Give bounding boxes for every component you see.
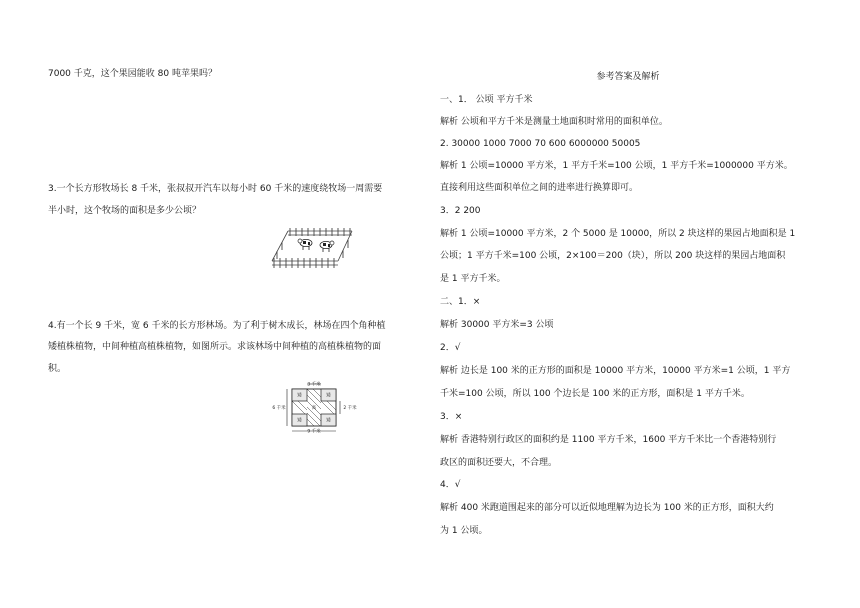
question-2-tail: 7000 千克，这个果园能收 80 吨苹果吗？ xyxy=(48,69,217,79)
question-3-line-1: 3.一个长方形牧场长 8 千米，张叔叔开汽车以每小时 60 千米的速度绕牧场一周需要 xyxy=(48,184,383,194)
answer-line: 3．2 200 xyxy=(440,206,481,216)
answer-line: 3．× xyxy=(440,412,463,422)
question-3-line-2: 半小时，这个牧场的面积是多少公顷？ xyxy=(48,206,202,216)
question-4-line-3: 积。 xyxy=(48,364,67,374)
answer-line: 2．√ xyxy=(440,343,461,353)
answer-line: 解析 公顷和平方千米是测量土地面积时常用的面积单位。 xyxy=(440,117,668,127)
cow-icon xyxy=(298,239,312,250)
corner-label-top-right: 矮 xyxy=(326,393,331,399)
answer-line: 公顷；1 平方千米=100 公顷，2×100＝200（块），所以 200 块这样的果园占地面积 xyxy=(440,251,786,261)
cow-icon xyxy=(320,241,334,252)
answer-line: 解析 边长是 100 米的正方形的面积是 10000 平方米，10000 平方米=1 公顷，1 平方 xyxy=(440,366,791,376)
answer-line: 为 1 公顷。 xyxy=(440,526,488,536)
forest-diagram xyxy=(270,379,360,437)
question-4-line-2: 矮植株植物，中间种植高植株植物，如图所示。求该林场中间种植的高植株植物的面 xyxy=(48,342,382,352)
answer-line: 二、1．× xyxy=(440,297,481,307)
bottom-dimension-label: 9 千米 xyxy=(307,429,321,435)
right-dimension-label: 2 千米 xyxy=(343,406,357,411)
answer-line: 解析 400 米跑道围起来的部分可以近似地理解为边长为 100 米的正方形，面积大约 xyxy=(440,503,774,513)
corner-label-bottom-right: 矮 xyxy=(326,418,331,424)
corner-label-top-left: 矮 xyxy=(297,393,302,399)
answer-line: 一、1． 公顷 平方千米 xyxy=(440,95,533,105)
top-dimension-label: 3 千米 xyxy=(307,382,321,388)
answer-line: 4．√ xyxy=(440,480,461,490)
answer-line: 千米=100 公顷，所以 100 个边长是 100 米的正方形，面积是 1 平方千米。 xyxy=(440,389,750,399)
answer-line: 解析 1 公顷=10000 平方米，1 平方千米=100 公顷，1 平方千米=1000000 平方米。 xyxy=(440,161,793,171)
corner-label-bottom-left: 矮 xyxy=(297,418,302,424)
answer-line: 是 1 平方千米。 xyxy=(440,274,506,284)
answer-line: 政区的面积还要大，不合理。 xyxy=(440,458,558,468)
question-4-line-1: 4.有一个长 9 千米，宽 6 千米的长方形林场。为了利于树木成长，林场在四个角种植 xyxy=(48,321,386,331)
answer-line: 解析 香港特别行政区的面积约是 1100 平方千米，1600 平方千米比一个香港特别行 xyxy=(440,435,777,445)
answers-title: 参考答案及解析 xyxy=(596,72,660,82)
answer-line: 解析 1 公顷=10000 平方米，2 个 5000 是 10000，所以 2 块这样的果园占地面积是 1 xyxy=(440,229,796,239)
answer-line: 解析 30000 平方米=3 公顷 xyxy=(440,320,554,330)
answer-line: 2. 30000 1000 7000 70 600 6000000 50005 xyxy=(440,139,641,149)
left-dimension-label: 6 千米 xyxy=(272,406,286,411)
center-label: 高 xyxy=(311,406,317,411)
answer-line: 直接利用这些面积单位之间的进率进行换算即可。 xyxy=(440,183,639,193)
pasture-illustration xyxy=(270,225,354,269)
